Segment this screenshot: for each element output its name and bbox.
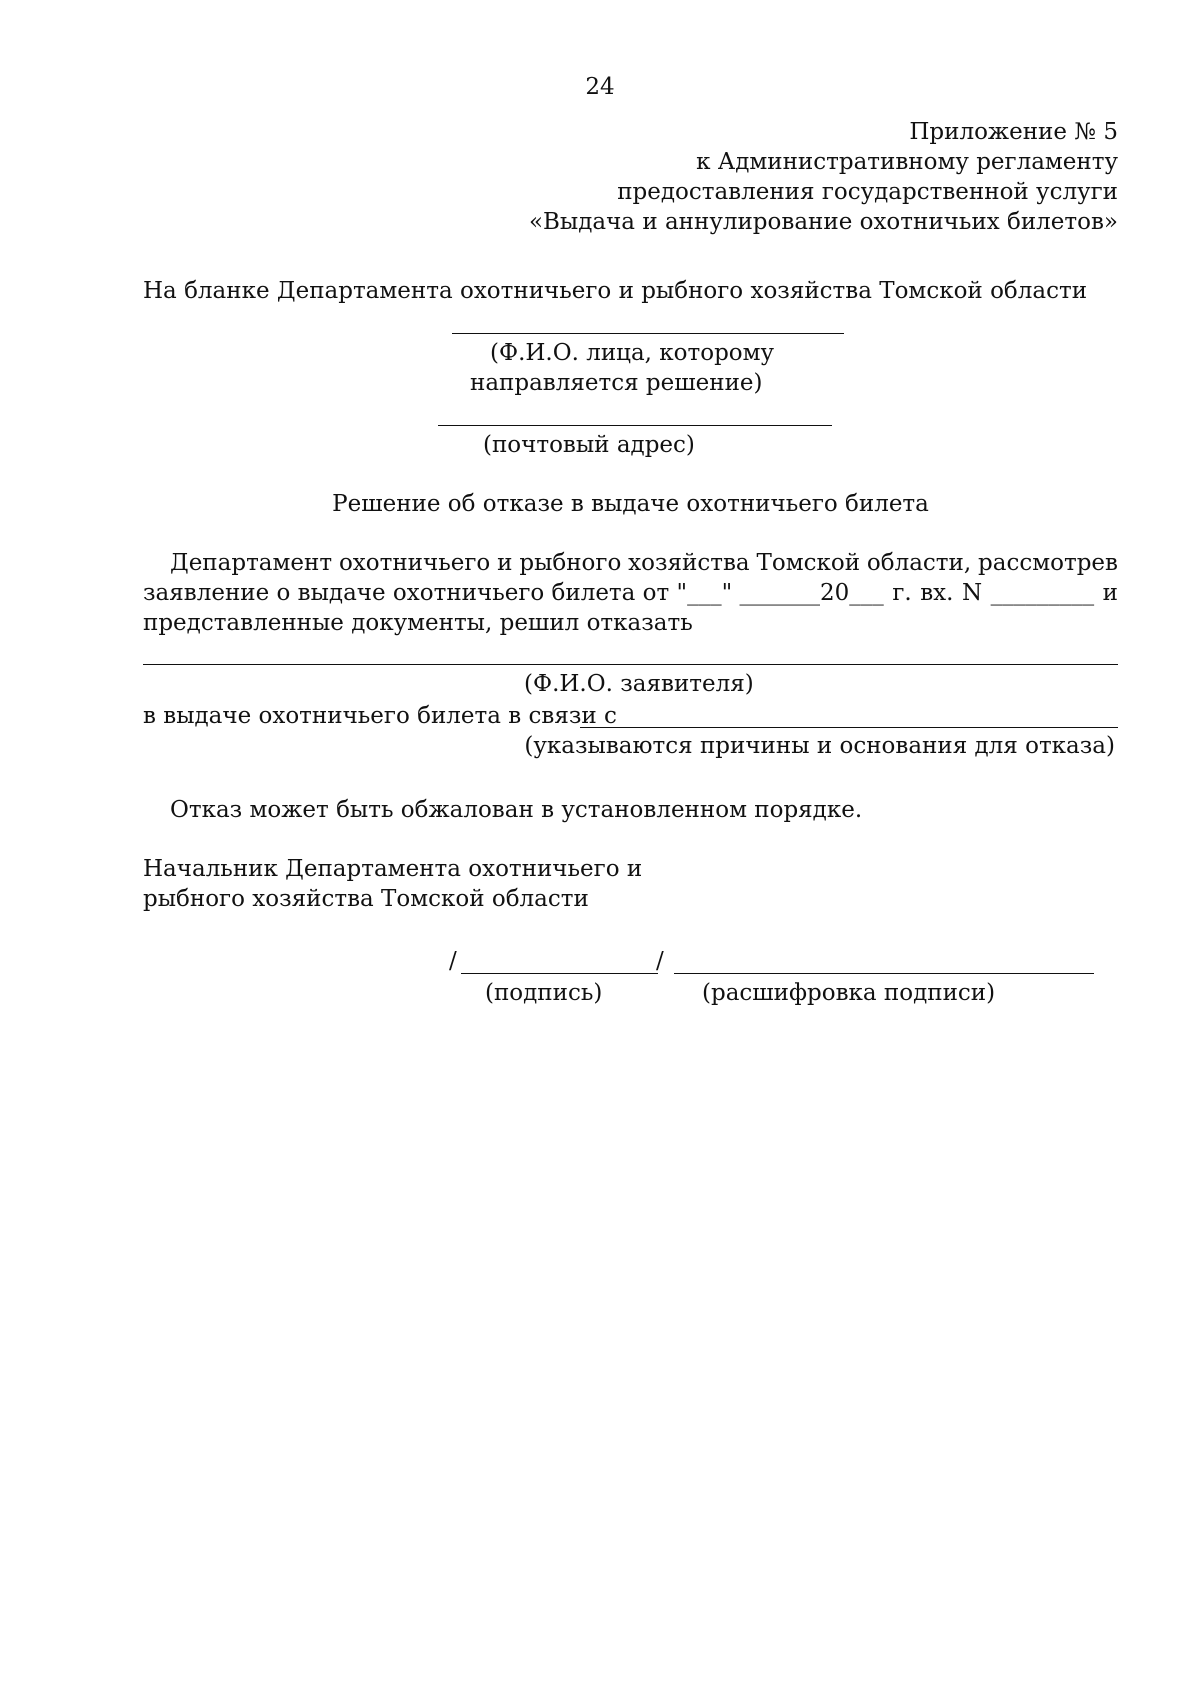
- signature-decode-caption: (расшифровка подписи): [702, 980, 996, 1006]
- number-sign: N: [961, 580, 983, 606]
- application-date-text: заявление о выдаче охотничьего билета от "___" _______20___: [143, 580, 884, 606]
- year-abbrev: г.: [892, 580, 912, 606]
- body-word: охотничьего: [338, 550, 491, 576]
- body-word: рассмотрев: [978, 550, 1118, 576]
- body-paragraph-line-3: представленные документы, решил отказать: [143, 610, 693, 636]
- appendix-line-1: Приложение № 5: [909, 119, 1118, 145]
- recipient-address-rule: [438, 425, 832, 426]
- number-blank: _________: [990, 580, 1095, 606]
- signature-rule: [461, 973, 658, 974]
- appeal-note: Отказ может быть обжалован в установленном порядке.: [170, 797, 863, 823]
- letterhead-note: На бланке Департамента охотничьего и рыбного хозяйства Томской области: [143, 278, 1088, 304]
- recipient-fio-caption-1: (Ф.И.О. лица, которому: [490, 340, 775, 366]
- conjunction: и: [1102, 580, 1118, 606]
- signature-decode-rule: [674, 973, 1094, 974]
- recipient-name-rule: [452, 333, 844, 334]
- body-paragraph-line-2: [143, 578, 1118, 608]
- body-word: Томской: [756, 550, 861, 576]
- body-word: и: [497, 550, 513, 576]
- signer-position-line-1: Начальник Департамента охотничьего и: [143, 856, 643, 882]
- body-word: рыбного: [519, 550, 622, 576]
- applicant-name-rule: [143, 664, 1118, 665]
- page-number: 24: [585, 74, 615, 100]
- reason-caption: (указываются причины и основания для отказа): [524, 733, 1115, 759]
- reason-prefix: в выдаче охотничьего билета в связи с: [143, 703, 617, 729]
- incoming-abbrev: вх.: [920, 580, 954, 606]
- reason-rule: [580, 727, 1118, 728]
- decision-title: Решение об отказе в выдаче охотничьего билета: [332, 491, 929, 517]
- signature-slash-right: /: [656, 948, 664, 974]
- signature-caption: (подпись): [485, 980, 603, 1006]
- body-paragraph-line-1: [170, 548, 1118, 578]
- signature-slash-left: /: [449, 948, 457, 974]
- applicant-fio-caption: (Ф.И.О. заявителя): [524, 671, 754, 697]
- recipient-fio-caption-2: направляется решение): [470, 370, 763, 396]
- appendix-line-2: к Административному регламенту: [696, 149, 1118, 175]
- body-word: Департамент: [170, 550, 333, 576]
- recipient-address-caption: (почтовый адрес): [483, 432, 695, 458]
- body-word: хозяйства: [628, 550, 750, 576]
- signer-position-line-2: рыбного хозяйства Томской области: [143, 886, 589, 912]
- appendix-line-4: «Выдача и аннулирование охотничьих билетов»: [528, 209, 1118, 235]
- body-word: области,: [866, 550, 972, 576]
- appendix-line-3: предоставления государственной услуги: [617, 179, 1118, 205]
